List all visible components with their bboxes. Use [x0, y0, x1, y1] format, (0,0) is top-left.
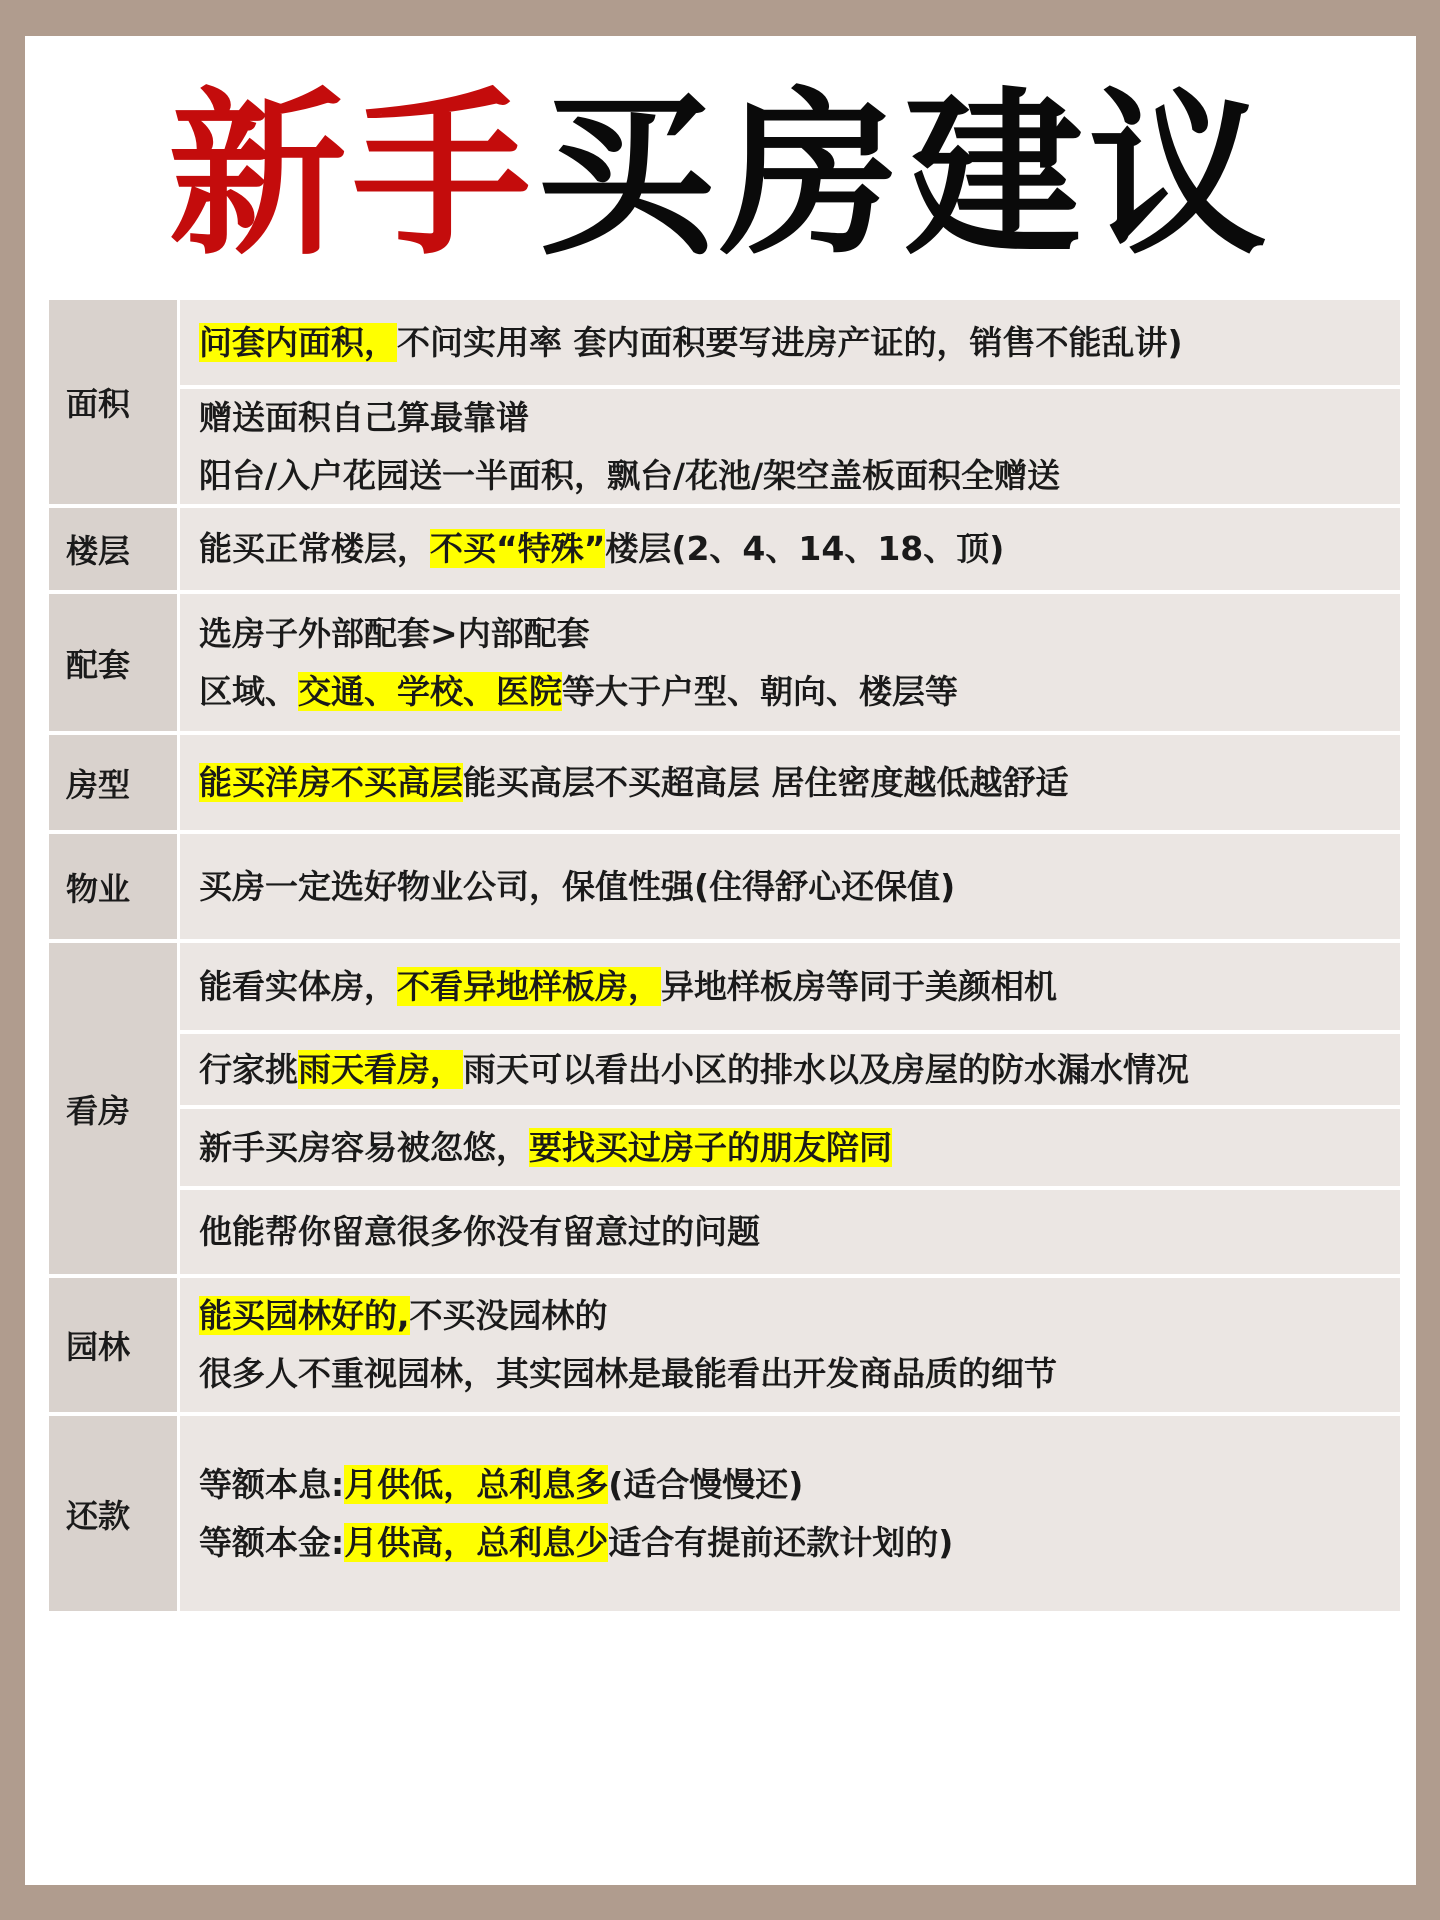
section-label: 配套 [49, 594, 177, 731]
highlighted-text: 月供高，总利息少 [344, 1522, 609, 1562]
text-segment: 能买正常楼层， [199, 529, 430, 568]
text-segment: 等额本息: [199, 1464, 345, 1504]
text-segment: 不买没园林的 [409, 1296, 608, 1335]
advice-row [180, 1034, 1400, 1105]
advice-table [49, 300, 1400, 1869]
text-segment: 区域、 [199, 671, 298, 711]
advice-line [199, 958, 1400, 1016]
section [49, 508, 1400, 590]
document-card [25, 36, 1416, 1885]
text-segment: 能看实体房， [199, 966, 397, 1006]
text-segment: 赠送面积自己算最靠谱 [199, 397, 529, 437]
section-label: 面积 [49, 300, 177, 504]
text-segment: 等额本金: [199, 1522, 345, 1562]
advice-row [180, 1416, 1400, 1611]
advice-line [199, 858, 1400, 916]
advice-line [199, 1041, 1400, 1099]
section-label: 看房 [49, 943, 177, 1274]
text-segment: (适合慢慢还) [608, 1464, 804, 1504]
section-label: 物业 [49, 834, 177, 939]
highlighted-text: 月供低，总利息多 [344, 1464, 609, 1504]
advice-row [180, 1109, 1400, 1186]
advice-row [180, 1190, 1400, 1274]
advice-row [180, 735, 1400, 830]
advice-row [180, 1278, 1400, 1412]
text-segment: 新手买房容易被忽悠， [199, 1127, 529, 1167]
advice-line [199, 1514, 1400, 1572]
section [49, 300, 1400, 504]
section [49, 594, 1400, 731]
advice-line [199, 389, 1400, 447]
text-segment: 选房子外部配套>内部配套 [199, 613, 590, 653]
advice-line [199, 605, 1400, 663]
title-red-part: 新手 [168, 72, 537, 279]
advice-row [180, 508, 1400, 590]
advice-line [199, 1345, 1400, 1403]
advice-row [180, 943, 1400, 1030]
text-segment: 楼层(2、4、14、18、顶) [605, 529, 1005, 568]
highlighted-text: 雨天看房， [298, 1049, 463, 1089]
advice-row [180, 594, 1400, 731]
section-label: 楼层 [49, 508, 177, 590]
highlighted-text: 不买“特殊” [430, 529, 606, 568]
section [49, 834, 1400, 939]
highlighted-text: 要找买过房子的朋友陪同 [529, 1127, 892, 1167]
text-segment: 很多人不重视园林，其实园林是最能看出开发商品质的细节 [199, 1354, 1057, 1393]
text-segment: 异地样板房等同于美颜相机 [661, 966, 1057, 1006]
page-title [25, 66, 1416, 286]
section-label: 还款 [49, 1416, 177, 1611]
text-segment: 等大于户型、朝向、楼层等 [562, 671, 958, 711]
text-segment: 能买高层不买超高层 居住密度越低越舒适 [463, 762, 1069, 802]
advice-line [199, 1203, 1400, 1261]
advice-line [199, 447, 1400, 505]
section-label: 房型 [49, 735, 177, 830]
highlighted-text: 能买园林好的, [199, 1296, 410, 1335]
advice-row [180, 389, 1400, 504]
text-segment: 行家挑 [199, 1049, 298, 1089]
section [49, 1278, 1400, 1412]
text-segment: 适合有提前还款计划的) [608, 1522, 954, 1562]
section [49, 943, 1400, 1274]
title-black-part: 买房建议 [536, 72, 1273, 279]
text-segment: 不问实用率 套内面积要写进房产证的，销售不能乱讲) [397, 322, 1183, 362]
advice-line [199, 520, 1400, 578]
highlighted-text: 交通、学校、医院 [298, 671, 562, 711]
advice-line [199, 1456, 1400, 1514]
text-segment: 买房一定选好物业公司，保值性强(住得舒心还保值) [199, 866, 956, 906]
text-segment: 雨天可以看出小区的排水以及房屋的防水漏水情况 [463, 1049, 1189, 1089]
advice-line [199, 1287, 1400, 1345]
highlighted-text: 不看异地样板房， [397, 966, 661, 1006]
advice-line [199, 663, 1400, 721]
advice-row [180, 300, 1400, 385]
section [49, 1416, 1400, 1611]
advice-line [199, 754, 1400, 812]
advice-line [199, 314, 1400, 372]
text-segment: 阳台/入户花园送一半面积，飘台/花池/架空盖板面积全赠送 [199, 455, 1061, 495]
section-label: 园林 [49, 1278, 177, 1412]
advice-line [199, 1119, 1400, 1177]
advice-row [180, 834, 1400, 939]
highlighted-text: 能买洋房不买高层 [199, 762, 463, 802]
highlighted-text: 问套内面积， [199, 322, 397, 362]
section [49, 735, 1400, 830]
text-segment: 他能帮你留意很多你没有留意过的问题 [199, 1212, 760, 1251]
